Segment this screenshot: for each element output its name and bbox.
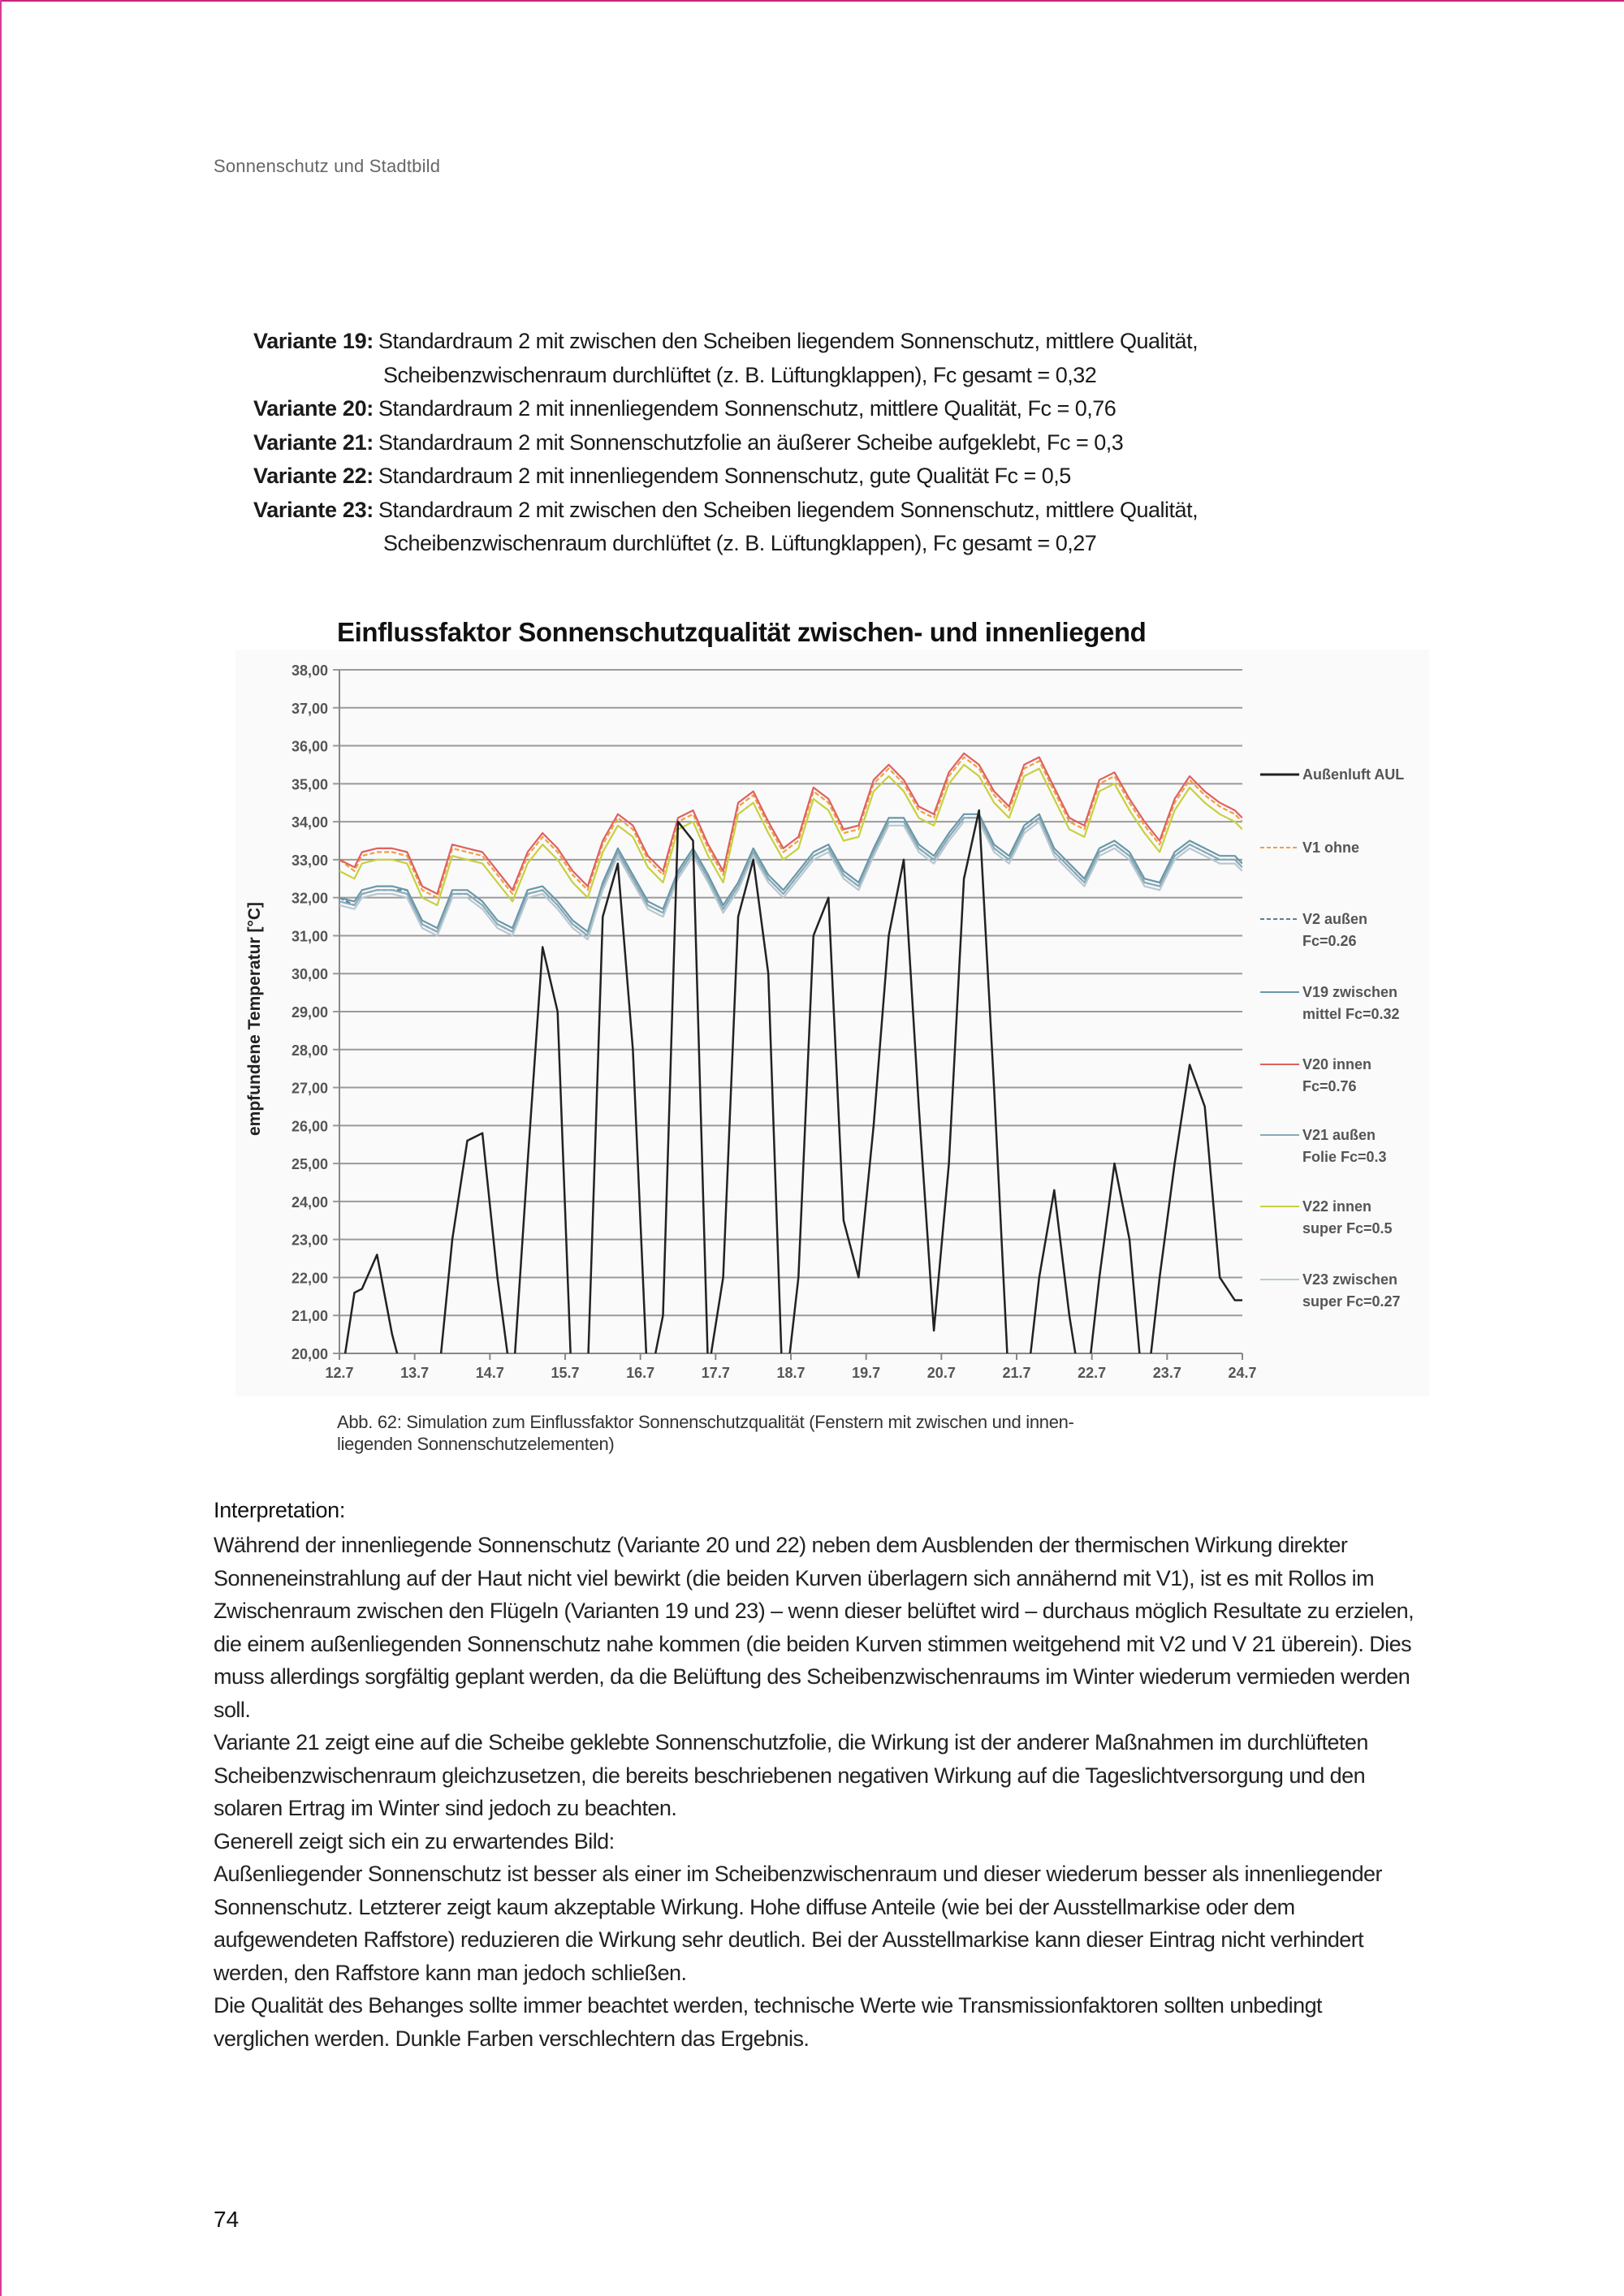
x-tick-label: 16.7	[626, 1365, 655, 1381]
variant-19	[253, 325, 1309, 392]
variant-text: Standardraum 2 mit innenliegendem Sonnenschutz, gute Qualität Fc = 0,5	[378, 464, 1071, 488]
caption-line: liegenden Sonnenschutzelementen)	[337, 1434, 615, 1454]
y-tick-label: 27,00	[291, 1080, 328, 1097]
y-tick-label: 23,00	[291, 1232, 328, 1249]
variant-label: Variante 22:	[253, 464, 374, 488]
variant-label: Variante 21:	[253, 429, 374, 455]
y-axis-label: empfundene Temperatur [°C]	[245, 901, 264, 1137]
x-tick-label: 21.7	[1002, 1365, 1031, 1381]
paragraph: Außenliegender Sonnenschutz ist besser als einer im Scheibenzwischenraum und dieser wiederum besser als innenliegender Sonnenschutz. Letzterer zeigt kaum akzeptable Wirkung. Hohe diffuse Anteile (wie bei der Ausstellmarkise oder dem aufgewendeten Raffstore) reduzieren die Wirkung sehr deutlich. Bei der Ausstellmarkise kann dieser Eintrag nicht verhindert werden, den Raffstore kann man jedoch schließen.	[214, 1862, 1382, 1985]
y-tick-label: 37,00	[291, 700, 328, 717]
legend-label: super Fc=0.27	[1302, 1293, 1401, 1310]
figure-chart	[235, 601, 1429, 1396]
variant-text-continued: Scheibenzwischenraum durchlüftet (z. B. Lüftungklappen), Fc gesamt = 0,27	[383, 531, 1097, 555]
variant-text: Standardraum 2 mit zwischen den Scheiben liegendem Sonnenschutz, mittlere Qualität,	[378, 497, 1199, 522]
variant-text-continued: Scheibenzwischenraum durchlüftet (z. B. Lüftungklappen), Fc gesamt = 0,32	[383, 362, 1097, 387]
legend-label: Folie Fc=0.3	[1302, 1149, 1387, 1165]
y-tick-label: 26,00	[291, 1118, 328, 1135]
variant-23	[253, 494, 1309, 561]
y-tick-label: 34,00	[291, 814, 328, 831]
x-tick-label: 13.7	[400, 1365, 430, 1381]
paragraph: Die Qualität des Behanges sollte immer beachtet werden, technische Werte wie Transmissionfaktoren sollten unbedingt verglichen werden. Dunkle Farben verschlechtern das Ergebnis.	[214, 1993, 1323, 2051]
x-tick-label: 20.7	[926, 1365, 956, 1381]
figure-caption	[337, 1411, 1198, 1455]
interpretation-heading: Interpretation:	[214, 1498, 346, 1522]
caption-line: Abb. 62: Simulation zum Einflussfaktor Sonnenschutzqualität (Fenstern mit zwischen und innen-	[337, 1412, 1074, 1432]
y-tick-label: 28,00	[291, 1042, 328, 1059]
y-tick-label: 32,00	[291, 890, 328, 907]
y-tick-label: 36,00	[291, 738, 328, 755]
variant-text: Standardraum 2 mit innenliegendem Sonnenschutz, mittlere Qualität, Fc = 0,76	[378, 396, 1116, 421]
page-border-left	[0, 0, 2, 2296]
x-tick-label: 12.7	[325, 1365, 354, 1381]
legend-label: V23 zwischen	[1302, 1271, 1398, 1288]
y-tick-label: 24,00	[291, 1193, 328, 1211]
x-tick-label: 14.7	[475, 1365, 504, 1381]
y-tick-label: 35,00	[291, 776, 328, 793]
x-tick-label: 23.7	[1152, 1365, 1181, 1381]
legend-label: Fc=0.76	[1302, 1078, 1357, 1094]
variant-text: Standardraum 2 mit zwischen den Scheiben liegendem Sonnenschutz, mittlere Qualität,	[378, 329, 1199, 353]
y-tick-label: 29,00	[291, 1004, 328, 1021]
legend-label: V22 innen	[1302, 1198, 1372, 1215]
legend-label: V21 außen	[1302, 1127, 1376, 1143]
legend-label: V20 innen	[1302, 1056, 1372, 1072]
y-tick-label: 33,00	[291, 852, 328, 869]
variant-text: Standardraum 2 mit Sonnenschutzfolie an äußerer Scheibe aufgeklebt, Fc = 0,3	[378, 429, 1124, 455]
variant-list	[253, 325, 1309, 561]
x-tick-label: 22.7	[1078, 1365, 1107, 1381]
legend-label: mittel Fc=0.32	[1302, 1006, 1400, 1022]
y-tick-label: 31,00	[291, 928, 328, 945]
variant-21	[253, 426, 1309, 460]
chart-title: Einflussfaktor Sonnenschutzqualität zwischen- und innenliegend	[337, 617, 1147, 647]
page-border-top	[0, 0, 1624, 2]
x-tick-label: 15.7	[551, 1365, 580, 1381]
variant-22	[253, 460, 1309, 494]
interpretation-body	[214, 1529, 1415, 2055]
y-tick-label: 30,00	[291, 966, 328, 983]
y-tick-label: 25,00	[291, 1156, 328, 1173]
legend-label: V19 zwischen	[1302, 984, 1398, 1000]
y-tick-label: 22,00	[291, 1270, 328, 1287]
legend-label: Außenluft AUL	[1302, 766, 1405, 783]
chart-svg	[235, 601, 1429, 1396]
x-tick-label: 17.7	[701, 1365, 730, 1381]
y-tick-label: 38,00	[291, 662, 328, 679]
paragraph: Variante 21 zeigt eine auf die Scheibe geklebte Sonnenschutzfolie, die Wirkung ist der anderer Maßnahmen im durchlüfteten Scheibenzwischenraum gleichzusetzen, die bereits beschriebenen negativen Wirkung auf die Tageslichtversorgung und den solaren Ertrag im Winter sind jedoch zu beachten.	[214, 1730, 1368, 1820]
variant-label: Variante 19:	[253, 329, 374, 353]
variant-20	[253, 392, 1309, 426]
page-number: 74	[214, 2207, 240, 2232]
paragraph: Generell zeigt sich ein zu erwartendes Bild:	[214, 1828, 615, 1854]
chart-background	[235, 650, 1429, 1396]
legend-label: Fc=0.26	[1302, 933, 1357, 949]
x-tick-label: 18.7	[776, 1365, 806, 1381]
legend-label: V2 außen	[1302, 911, 1368, 927]
running-head: Sonnenschutz und Stadtbild	[214, 156, 441, 176]
x-tick-label: 24.7	[1228, 1365, 1257, 1381]
variant-label: Variante 23:	[253, 497, 374, 522]
x-tick-label: 19.7	[852, 1365, 881, 1381]
y-tick-label: 20,00	[291, 1346, 328, 1362]
y-tick-label: 21,00	[291, 1308, 328, 1325]
paragraph: Während der innenliegende Sonnenschutz (Variante 20 und 22) neben dem Ausblenden der thermischen Wirkung direkter Sonneneinstrahlung auf der Haut nicht viel bewirkt (die beiden Kurven überlagern sich annähernd mit V1), ist es mit Rollos im Zwischenraum zwischen den Flügeln (Varianten 19 und 23) – wenn dieser belüftet wird – durchaus möglich Resultate zu erzielen, die einem außenliegenden Sonnenschutz nahe kommen (die beiden Kurven stimmen weitgehend mit V2 und V 21 überein). Dies muss allerdings sorgfältig geplant werden, da die Belüftung des Scheibenzwischenraums im Winter wiederum vermieden werden soll.	[214, 1533, 1415, 1722]
legend-label: super Fc=0.5	[1302, 1220, 1393, 1236]
legend-label: V1 ohne	[1302, 839, 1360, 856]
variant-label: Variante 20:	[253, 396, 374, 421]
